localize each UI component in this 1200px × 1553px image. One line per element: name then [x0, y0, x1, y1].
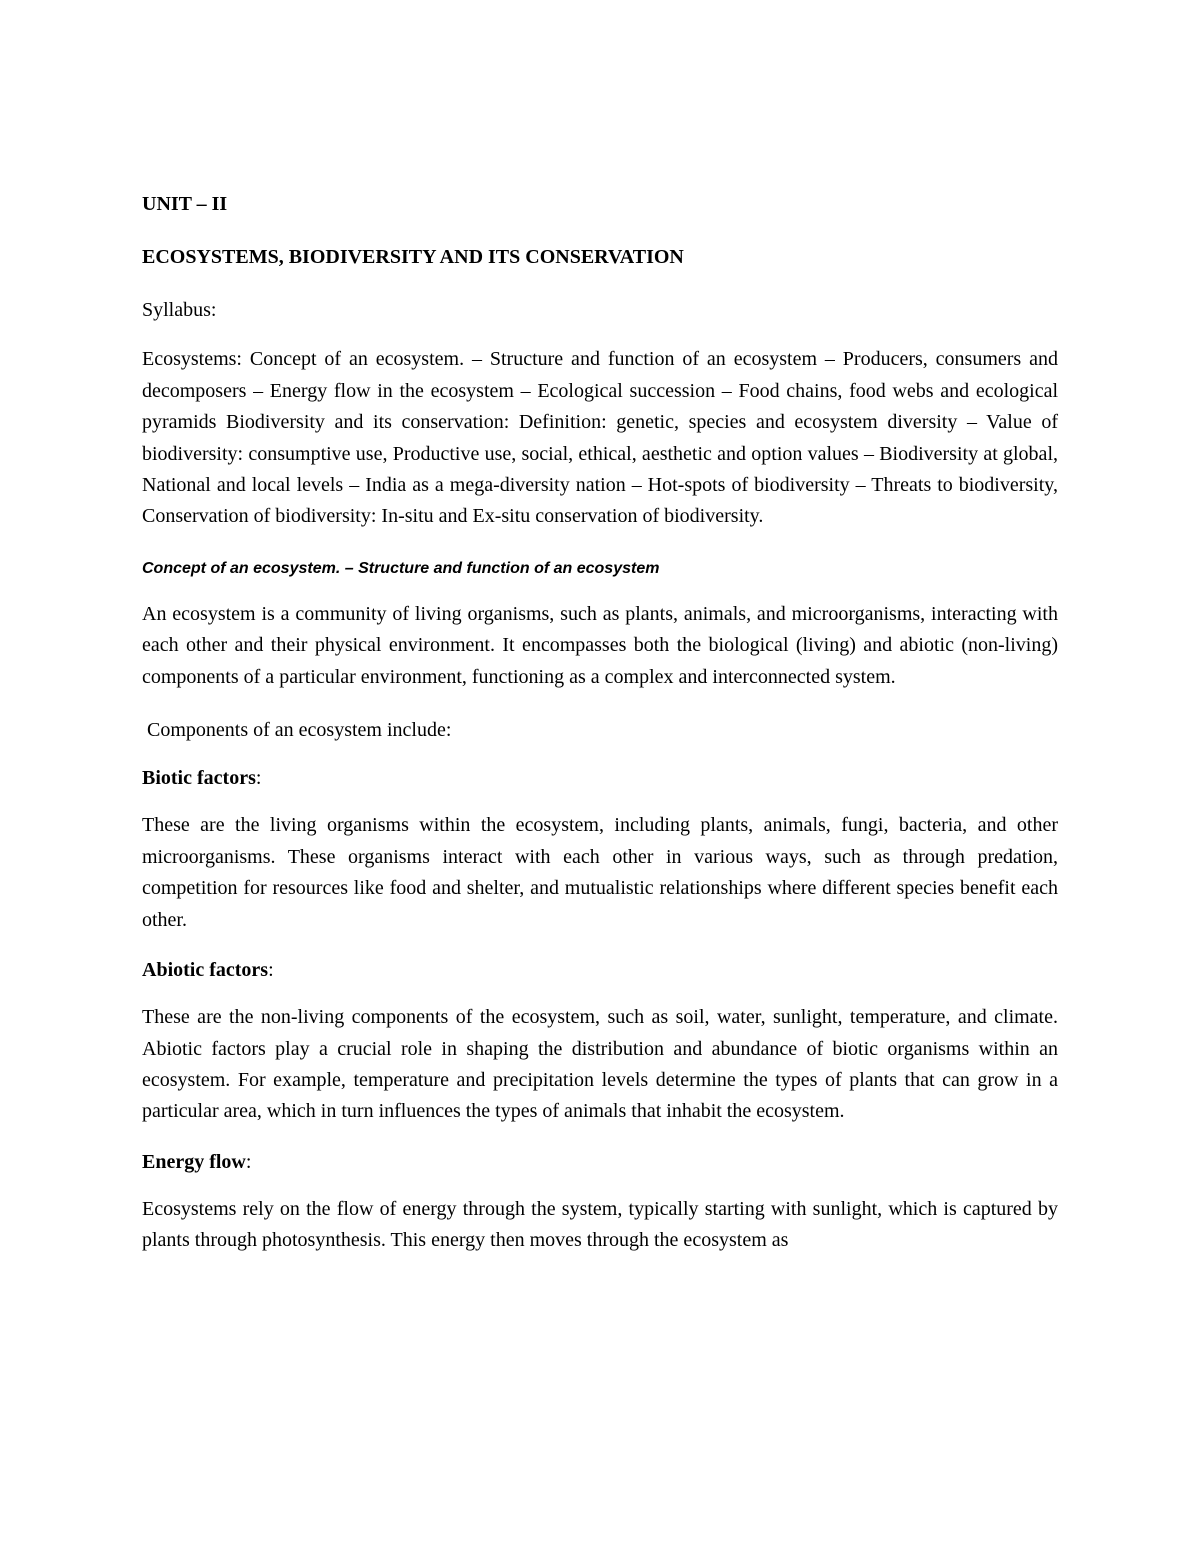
biotic-heading-text: Biotic factors: [142, 767, 256, 790]
energy-heading-text: Energy flow: [142, 1150, 246, 1173]
main-title: ECOSYSTEMS, BIODIVERSITY AND ITS CONSERVATION: [142, 246, 684, 268]
abiotic-heading-text: Abiotic factors: [142, 959, 269, 982]
components-label: Components of an ecosystem include:: [142, 719, 452, 742]
syllabus-label: Syllabus:: [142, 299, 217, 321]
abiotic-heading-colon: :: [268, 959, 274, 982]
abiotic-heading: [142, 956, 1058, 984]
intro-paragraph: An ecosystem is a community of living organisms, such as plants, animals, and microorganisms, interacting with each other and their physical environment. It encompasses both the biological (living) and abiotic (non-living) components of a particular environment, functioning as a complex and interconnected system.: [142, 602, 1058, 688]
biotic-heading-colon: :: [255, 767, 262, 790]
energy-heading: [142, 1148, 1058, 1176]
biotic-paragraph: These are the living organisms within the ecosystem, including plants, animals, fungi, bacteria, and other microorganisms. These organisms interact with each other in various ways, such as through predation, competition for resources like food and shelter, and mutualistic relationships where different species benefit each other.: [142, 814, 1058, 931]
energy-heading-colon: :: [245, 1150, 252, 1173]
energy-paragraph: Ecosystems rely on the flow of energy through the system, typically starting with sunlight, which is captured by plants through photosynthesis. This energy then moves through the ecosystem as: [142, 1197, 1058, 1252]
biotic-heading: [142, 764, 1058, 792]
syllabus-text: Ecosystems: Concept of an ecosystem. – Structure and function of an ecosystem – Producers, consumers and decomposers – Energy flow in the ecosystem – Ecological succession – Food chains, food webs and ecological pyramids Biodiversity and its conservation: Definition: genetic, species and ecosystem diversity – Value of biodiversity: consumptive use, Productive use, social, ethical, aesthetic and option values – Biodiversity at global, National and local levels – India as a mega-diversity nation – Hot-spots of biodiversity – Threats to biodiversity, Conservation of biodiversity: In-situ and Ex-situ conservation of biodiversity.: [142, 348, 1058, 528]
abiotic-paragraph: These are the non-living components of the ecosystem, such as soil, water, sunlight, temperature, and climate. Abiotic factors play a crucial role in shaping the distribution and abundance of biotic organisms within an ecosystem. For example, temperature and precipitation levels determine the types of plants that can grow in a particular area, which in turn influences the types of animals that inhabit the ecosystem.: [142, 1006, 1058, 1123]
unit-title: UNIT – II: [142, 193, 228, 215]
document-content: [142, 190, 1058, 1257]
section-heading: Concept of an ecosystem. – Structure and function of an ecosystem: [142, 559, 660, 577]
